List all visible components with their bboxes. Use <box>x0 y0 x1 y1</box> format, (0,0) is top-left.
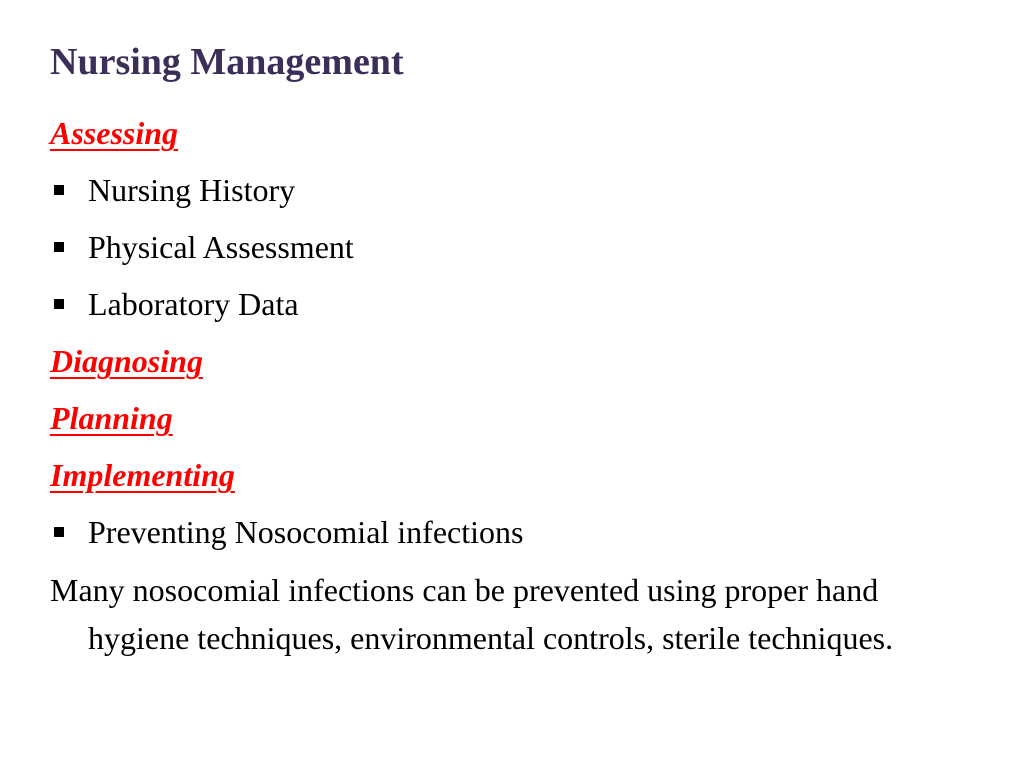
list-item <box>50 219 950 276</box>
square-bullet-icon <box>54 299 64 309</box>
square-bullet-icon <box>54 242 64 252</box>
list-item-label: Laboratory Data <box>88 286 299 322</box>
list-item-label: Nursing History <box>88 172 296 208</box>
body-paragraph: Many nosocomial infections can be prevented using proper hand hygiene techniques, environmental controls, sterile techniques. <box>50 572 894 656</box>
list-item-label: Physical Assessment <box>88 229 354 265</box>
list-item <box>50 276 950 333</box>
section-heading-implementing: Implementing <box>50 457 235 493</box>
list-item <box>50 504 950 561</box>
slide-title: Nursing Management <box>50 41 404 83</box>
slide-content <box>50 105 950 662</box>
square-bullet-icon <box>54 527 64 537</box>
list-item <box>50 162 950 219</box>
list-item-label: Preventing Nosocomial infections <box>88 514 524 550</box>
section-heading-diagnosing: Diagnosing <box>50 343 203 379</box>
section-heading-assessing: Assessing <box>50 115 179 151</box>
section-heading-planning: Planning <box>50 400 173 436</box>
square-bullet-icon <box>54 185 64 195</box>
